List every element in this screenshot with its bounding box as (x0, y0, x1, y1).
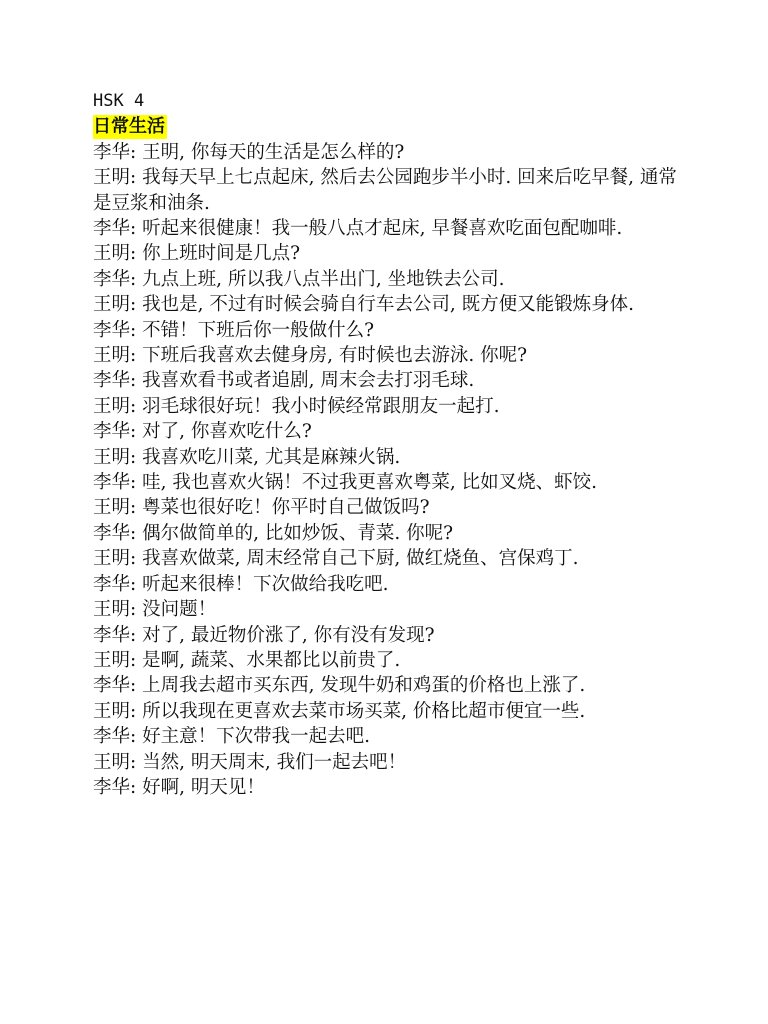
dialogue-line: 王明: 我也是, 不过有时候会骑自行车去公司, 既方便又能锻炼身体. (93, 294, 635, 316)
document-page (93, 88, 693, 800)
dialogue-line: 李华: 好主意！下次带我一起去吧. (93, 726, 370, 748)
dialogue-line: 李华: 王明, 你每天的生活是怎么样的? (93, 141, 405, 163)
dialogue-line: 李华: 听起来很健康！我一般八点才起床, 早餐喜欢吃面包配咖啡. (93, 218, 623, 239)
topic-heading: 日常生活 (93, 116, 165, 138)
dialogue-line: 李华: 听起来很棒！下次做给我吃吧. (93, 573, 389, 595)
topic-heading-row (93, 114, 693, 139)
level-heading: HSK 4 (93, 91, 145, 111)
dialogue-line: 王明: 没问题！ (93, 599, 217, 621)
dialogue-line: 李华: 对了, 最近物价涨了, 你有没有发现? (93, 624, 435, 646)
dialogue-line: 王明: 羽毛球很好玩！我小时候经常跟朋友一起打. (93, 395, 500, 417)
dialogue-line: 李华: 对了, 你喜欢吃什么? (93, 421, 312, 443)
dialogue-line: 李华: 哇, 我也喜欢火锅！不过我更喜欢粤菜, 比如叉烧、虾饺. (93, 472, 598, 494)
dialogue-line: 王明: 所以我现在更喜欢去菜市场买菜, 价格比超市便宜一些. (93, 700, 586, 722)
dialogue-line: 王明: 当然, 明天周末, 我们一起去吧！ (93, 751, 407, 773)
dialogue-line: 李华: 上周我去超市买东西, 发现牛奶和鸡蛋的价格也上涨了. (93, 675, 586, 697)
dialogue-line: 李华: 我喜欢看书或者追剧, 周末会去打羽毛球. (93, 370, 475, 392)
dialogue-line: 王明: 我喜欢吃川菜, 尤其是麻辣火锅. (93, 446, 401, 468)
dialogue-line: 王明: 粤菜也很好吃！你平时自己做饭吗? (93, 497, 430, 519)
dialogue-line: 李华: 九点上班, 所以我八点半出门, 坐地铁去公司. (93, 268, 505, 290)
dialogue-line: 李华: 偶尔做简单的, 比如炒饭、青菜. 你呢? (93, 522, 454, 544)
dialogue-line: 王明: 我每天早上七点起床, 然后去公园跑步半小时. 回来后吃早餐, 通常是豆浆和油条. (93, 167, 677, 214)
dialogue-line: 王明: 是啊, 蔬菜、水果都比以前贵了. (93, 649, 401, 671)
dialogue-line: 王明: 我喜欢做菜, 周末经常自己下厨, 做红烧鱼、宫保鸡丁. (93, 548, 579, 570)
dialogue (93, 140, 693, 801)
dialogue-line: 李华: 好啊, 明天见！ (93, 776, 265, 798)
dialogue-line: 王明: 下班后我喜欢去健身房, 有时候也去游泳. 你呢? (93, 345, 528, 367)
dialogue-line: 李华: 不错！下班后你一般做什么? (93, 319, 375, 341)
dialogue-line: 王明: 你上班时间是几点? (93, 243, 301, 265)
